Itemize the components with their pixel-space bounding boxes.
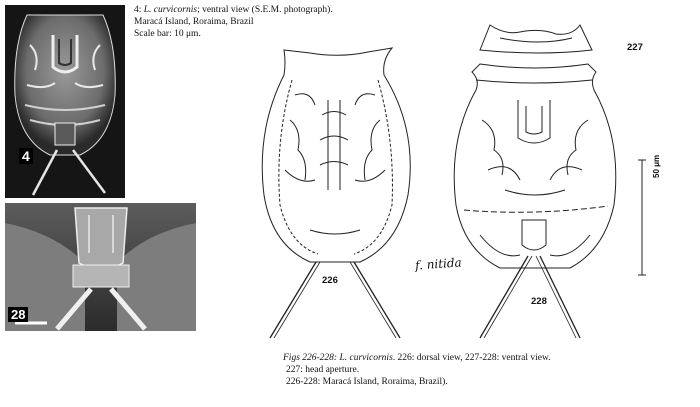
sem-photo-ventral-view xyxy=(5,5,125,198)
scale-bar-label: 50 μm xyxy=(652,154,661,178)
figure-number-226: 226 xyxy=(322,275,338,286)
photo-caption-line-2: Maracá Island, Roraima, Brazil xyxy=(134,17,254,27)
handwritten-note: f. nitida xyxy=(414,255,463,273)
sem-photo-head-aperture xyxy=(5,203,196,331)
figure-caption-line-2: 227: head aperture. xyxy=(286,365,360,375)
figure-caption-line-3: 226-228: Maracá Island, Roraima, Brazil). xyxy=(286,377,448,387)
line-drawings xyxy=(250,20,670,350)
figure-number-228: 228 xyxy=(531,296,547,307)
photo-caption-line-1: 4: L. curvicornis; ventral view (S.E.M. photograph). xyxy=(134,5,333,15)
scale-bar xyxy=(638,160,646,275)
photo-caption-line-3: Scale bar: 10 μm. xyxy=(134,29,201,39)
drawing-227-head-aperture xyxy=(480,25,592,53)
figure-number-227: 227 xyxy=(627,42,643,53)
figure-caption xyxy=(283,352,551,388)
drawing-226-dorsal-view xyxy=(262,48,410,338)
plate-label-4: 4 xyxy=(19,148,33,164)
plate-label-28: 28 xyxy=(8,307,28,322)
figure-caption-line-1: Figs 226-228: L. curvicornis. 226: dorsal view, 227-228: ventral view. xyxy=(283,353,551,363)
